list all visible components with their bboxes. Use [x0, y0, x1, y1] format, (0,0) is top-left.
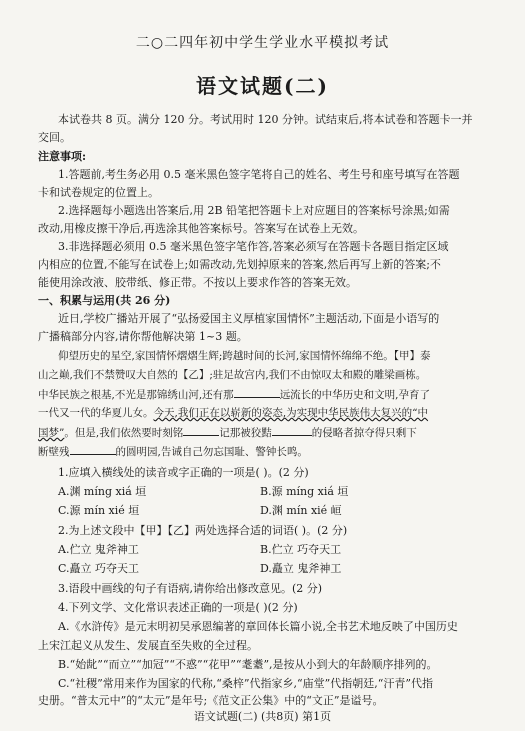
question-4-option-c-line-2: 史册。“普太元中”的“太元”是年号;《范文正公集》中的“文正”是谥号。: [38, 694, 384, 707]
passage-line-3b: 远流长的中华历史和文明,孕育了: [279, 389, 431, 401]
question-2-option-d: D.矗立 鬼斧神工: [260, 562, 342, 575]
intro-line-2: 交回。: [38, 131, 71, 144]
question-2-option-c: C.矗立 巧夺天工: [58, 562, 140, 575]
question-4-option-a-line-2: 上宋江起义从发生、发展直至失败的全过程。: [38, 639, 258, 652]
intro-line-1: 本试卷共 8 页。满分 120 分。考试用时 120 分钟。试结束后,将本试卷和答题卡一并: [58, 113, 473, 126]
exam-title: 二○二四年初中学生学业水平模拟考试: [135, 35, 390, 51]
question-1-stem: 1.应填入横线处的读音或字正确的一项是( )。(2 分): [58, 466, 309, 479]
note-3b: 内相应的位置,不能写在试卷上;如需改动,先划掉原来的答案,然后再写上新的答案;不: [38, 258, 441, 271]
passage-line-6a: 断壁残: [38, 446, 70, 458]
question-2-stem: 2.为上述文段中【甲】【乙】两处选择合适的词语( )。(2 分): [58, 524, 348, 537]
note-1b: 卡和试卷规定的位置上。: [38, 186, 159, 199]
passage-line-4: [38, 406, 493, 420]
question-1-option-b: B.源 míng xiá 垣: [260, 485, 349, 498]
passage-line-6b: 的圆明园,告诫自己勿忘国耻、警钟长鸣。: [115, 446, 308, 458]
passage-line-2: 山之巅,我们不禁赞叹大自然的【乙】;驻足故宫内,我们不由惊叹太和殿的雕梁画栋。: [38, 369, 427, 381]
question-1-option-a: A.渊 míng xiá 垣: [58, 485, 147, 498]
passage-line-5d: 的侵略者掠夺得只剩下: [311, 427, 417, 439]
passage-line-5: [38, 425, 493, 440]
question-2-option-b: B.伫立 巧夺天工: [260, 543, 342, 556]
underlined-sentence-b: 国梦”: [38, 427, 65, 439]
note-1a: 1.答题前,考生务必用 0.5 毫米黑色签字笔将自己的姓名、考生号和座号填写在答题: [58, 168, 460, 181]
section-1-intro-a: 近日,学校广播站开展了“弘扬爱国主义厚植家国情怀”主题活动,下面是小语写的: [58, 312, 440, 325]
page-footer: 语文试题(二) (共8页) 第1页: [193, 710, 332, 723]
note-3c: 能使用涂改液、胶带纸、修正带。不按以上要求作答的答案无效。: [38, 276, 357, 289]
question-4-option-b: B.“始龀”“而立”“加冠”“不惑”“花甲”“耄耋”,是按从小到大的年龄顺序排列的。: [58, 658, 438, 671]
blank-3: [272, 425, 312, 436]
passage-line-3: [38, 387, 493, 402]
question-4-option-a-line-1: A.《水浒传》是元末明初吴承恩编著的章回体长篇小说,全书艺术地反映了中国历史: [58, 620, 458, 633]
blank-2: [183, 425, 219, 436]
blank-4: [70, 444, 116, 455]
note-3a: 3.非选择题必须用 0.5 毫米黑色签字笔作答,答案必须写在答题卡各题目指定区域: [58, 240, 449, 253]
passage-line-3a: 中华民族之根基,不光是那锦绣山河,还有那: [38, 389, 234, 401]
passage-line-5c: 记那被狡黠: [219, 427, 272, 439]
notes-heading: 注意事项:: [38, 150, 87, 163]
question-3-stem: 3.语段中画线的句子有语病,请你给出修改意见。(2 分): [58, 582, 323, 595]
blank-1: [234, 387, 280, 398]
question-4-stem: 4.下列文学、文化常识表述正确的一项是( )(2 分): [58, 601, 298, 614]
underlined-sentence-a: 今天,我们正在以崭新的姿态,为实现中华民族伟大复兴的“中: [153, 407, 429, 419]
note-2a: 2.选择题每小题选出答案后,用 2B 铅笔把答题卡上对应题目的答案标号涂黑;如需: [58, 204, 450, 217]
question-1-option-d: D.渊 mín xié 峘: [260, 504, 342, 517]
section-1-intro-b: 广播稿部分内容,请你帮他解决第 1~3 题。: [38, 330, 248, 343]
paper-title: 语文试题(二): [196, 74, 329, 98]
passage-line-1: 仰望历史的星空,家国情怀熠熠生辉;跨越时间的长河,家国情怀绵绵不绝。【甲】泰: [58, 350, 431, 362]
passage-line-5b: 。但是,我们依然要时刻铭: [64, 427, 184, 439]
question-4-option-c-line-1: C.“社稷”常用来作为国家的代称,“桑梓”代指家乡,“庙堂”代指朝廷,“汗青”代指: [58, 677, 433, 690]
question-2-option-a: A.伫立 鬼斧神工: [58, 543, 139, 556]
passage-line-4a: 一代又一代的华夏儿女。: [38, 407, 154, 419]
note-2b: 改动,用橡皮擦干净后,再选涂其他答案标号。答案写在试卷上无效。: [38, 222, 364, 235]
section-1-heading: 一、积累与运用(共 26 分): [38, 294, 171, 307]
passage-line-6: [38, 444, 493, 459]
question-1-option-c: C.源 mín xié 垣: [58, 504, 140, 517]
